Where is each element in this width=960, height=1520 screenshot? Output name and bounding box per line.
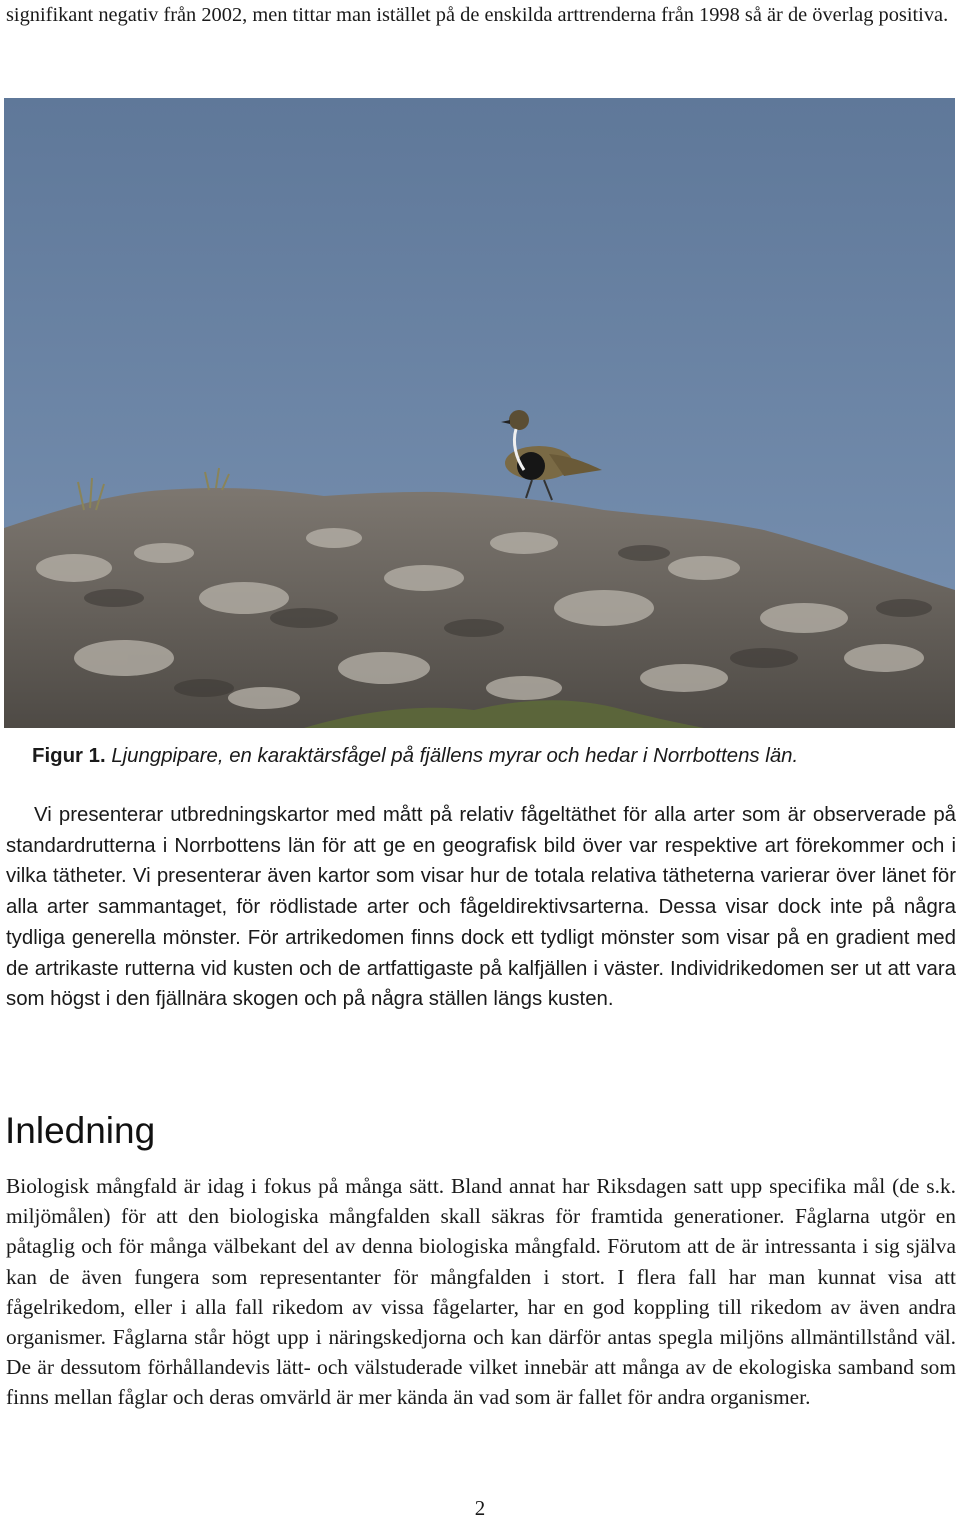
figure-caption xyxy=(32,742,952,770)
intro-text: signifikant negativ från 2002, men tittar man istället på de enskilda arttrenderna från 1998 så är de överlag positiva. xyxy=(6,4,949,26)
figure-caption-text: Ljungpipare, en karaktärsfågel på fjällens myrar och hedar i Norrbottens län. xyxy=(111,745,799,767)
figure-photo xyxy=(4,98,955,728)
summary-paragraph: Vi presenterar utbredningskartor med mått på relativ fågeltäthet för alla arter som är observerade på standardrutterna i Norrbottens län för att ge en geografisk bild över var respektive art förekommer och i vilka tätheter. Vi presenterar även kartor som visar hur de totala relativa tätheterna varierar över länet för alla arter sammantaget, för rödlistade arter och fågeldirektivsarterna. Dessa visar dock inte på några tydliga generella mönster. För artrikedomen finns dock ett tydligt mönster som visar på en gradient med de artrikaste rutterna vid kusten och de artfattigaste på kalfjällen i väster. Individrikedomen ser ut att vara som högst i den fjällnära skogen och på några ställen längs kusten. xyxy=(6,804,956,1011)
section-heading: Inledning xyxy=(5,1110,156,1151)
page-number: 2 xyxy=(474,1496,486,1520)
golden-plover-photo xyxy=(4,98,955,728)
section-paragraph: Biologisk mångfald är idag i fokus på många sätt. Bland annat har Riksdagen satt upp specifika mål (de s.k. miljömålen) för att den biologiska mångfalden skall säkras för framtida generationer. Fåglarna utgör en påtaglig och för många välbekant del av denna biologiska mångfald. Förutom att de är intressanta i sig själva kan de även fungera som representanter för mångfalden i stort. I flera fall har man kunnat visa att fågelrikedom, eller i alla fall rikedom av vissa fågelarter, har en god koppling till rikedom av även andra organismer. Fåglarna står högt upp i näringskedjorna och kan därför antas spegla miljöns allmäntillstånd väl. De är dessutom förhållandevis lätt- och välstuderade vilket innebär att många av de ekologiska samband som finns mellan fåglar och deras omvärld är mer kända än vad som är fallet för andra organismer. xyxy=(6,1174,956,1410)
figure-label: Figur 1. xyxy=(32,745,106,767)
